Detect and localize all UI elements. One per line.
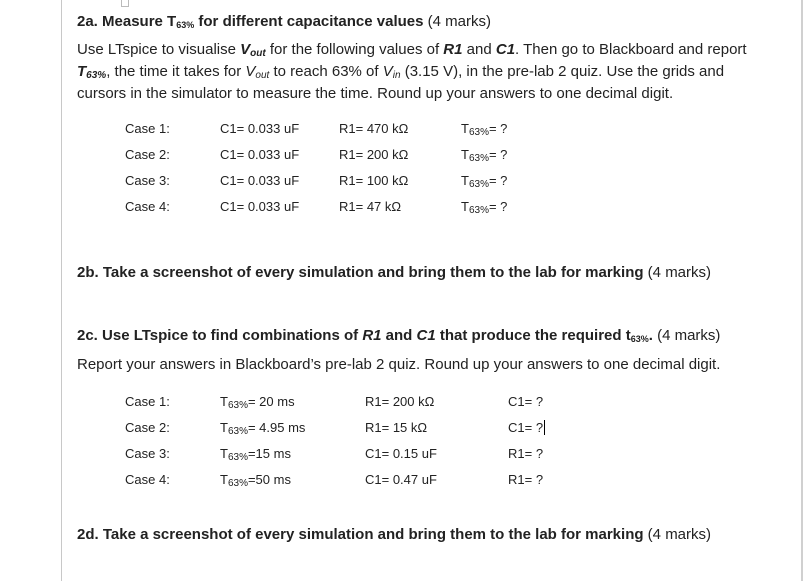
capacitance-value: C1= 0.033 uF	[220, 173, 300, 188]
resistance-value: R1= 47 kΩ	[339, 199, 402, 214]
capacitance-value: C1= 0.033 uF	[220, 121, 300, 136]
resistance-value: R1= 200 kΩ	[339, 147, 409, 162]
body-2a-line3: cursors in the simulator to measure the time. Round up your answers to one decimal digit.	[77, 85, 674, 102]
resistance-value: R1= 100 kΩ	[339, 173, 409, 188]
t63-target: $T_{63\%}= 20$ ms	[220, 394, 295, 411]
unknown-value-editing[interactable]: C1= ?	[508, 420, 544, 435]
unknown-value: C1= ?	[508, 394, 544, 409]
heading-2b: 2b. Take a screenshot of every simulation and bring them to the lab for marking (4 marks)	[77, 264, 712, 281]
t63-target: $T_{63\%}=15$ ms	[220, 446, 291, 463]
t63-answer: $T_{63\%}=$ ?	[461, 199, 508, 216]
body-2a-line2: $T_{63\%}$, the time it takes for $V_{out}$ to reach 63% of $V_{in}$ (3.15 V), in the pre-lab 2 quiz. Use the grids and	[77, 63, 725, 81]
text-cursor	[544, 420, 545, 435]
t63-answer: $T_{63\%}=$ ?	[461, 173, 508, 190]
t63-target: $T_{63\%}=50$ ms	[220, 472, 291, 489]
margin-corner-mark	[121, 0, 129, 7]
t63-target: $T_{63\%}= 4.95$ ms	[220, 420, 306, 437]
heading-2d: 2d. Take a screenshot of every simulation and bring them to the lab for marking (4 marks)	[77, 526, 712, 543]
unknown-value: R1= ?	[508, 472, 544, 487]
page-margin-line	[61, 0, 62, 581]
body-2c: Report your answers in Blackboard’s pre-lab 2 quiz. Round up your answers to one decimal digit.	[77, 356, 721, 373]
case-label: Case 2:	[125, 147, 170, 162]
given-value: C1= 0.15 uF	[365, 446, 437, 461]
heading-2a: 2a. Measure $T_{63\%}$ for different capacitance values (4 marks)	[77, 13, 491, 30]
given-value: R1= 15 kΩ	[365, 420, 428, 435]
capacitance-value: C1= 0.033 uF	[220, 199, 300, 214]
case-label: Case 1:	[125, 121, 170, 136]
case-label: Case 3:	[125, 173, 170, 188]
given-value: C1= 0.47 uF	[365, 472, 437, 487]
resistance-value: R1= 470 kΩ	[339, 121, 409, 136]
given-value: R1= 200 kΩ	[365, 394, 435, 409]
body-2a-line1: Use LTspice to visualise $V_{out}$ for the following values of R1 and C1. Then go to Blackboard and report	[77, 41, 747, 59]
unknown-value: R1= ?	[508, 446, 544, 461]
t63-answer: $T_{63\%}=$ ?	[461, 147, 508, 164]
capacitance-value: C1= 0.033 uF	[220, 147, 300, 162]
case-label: Case 3:	[125, 446, 170, 461]
case-label: Case 4:	[125, 199, 170, 214]
case-label: Case 1:	[125, 394, 170, 409]
case-label: Case 2:	[125, 420, 170, 435]
t63-answer: $T_{63\%}=$ ?	[461, 121, 508, 138]
case-label: Case 4:	[125, 472, 170, 487]
heading-2c: 2c. Use LTspice to find combinations of R1 and C1 that produce the required $t_{63\%}$. (4 marks)	[77, 327, 721, 344]
